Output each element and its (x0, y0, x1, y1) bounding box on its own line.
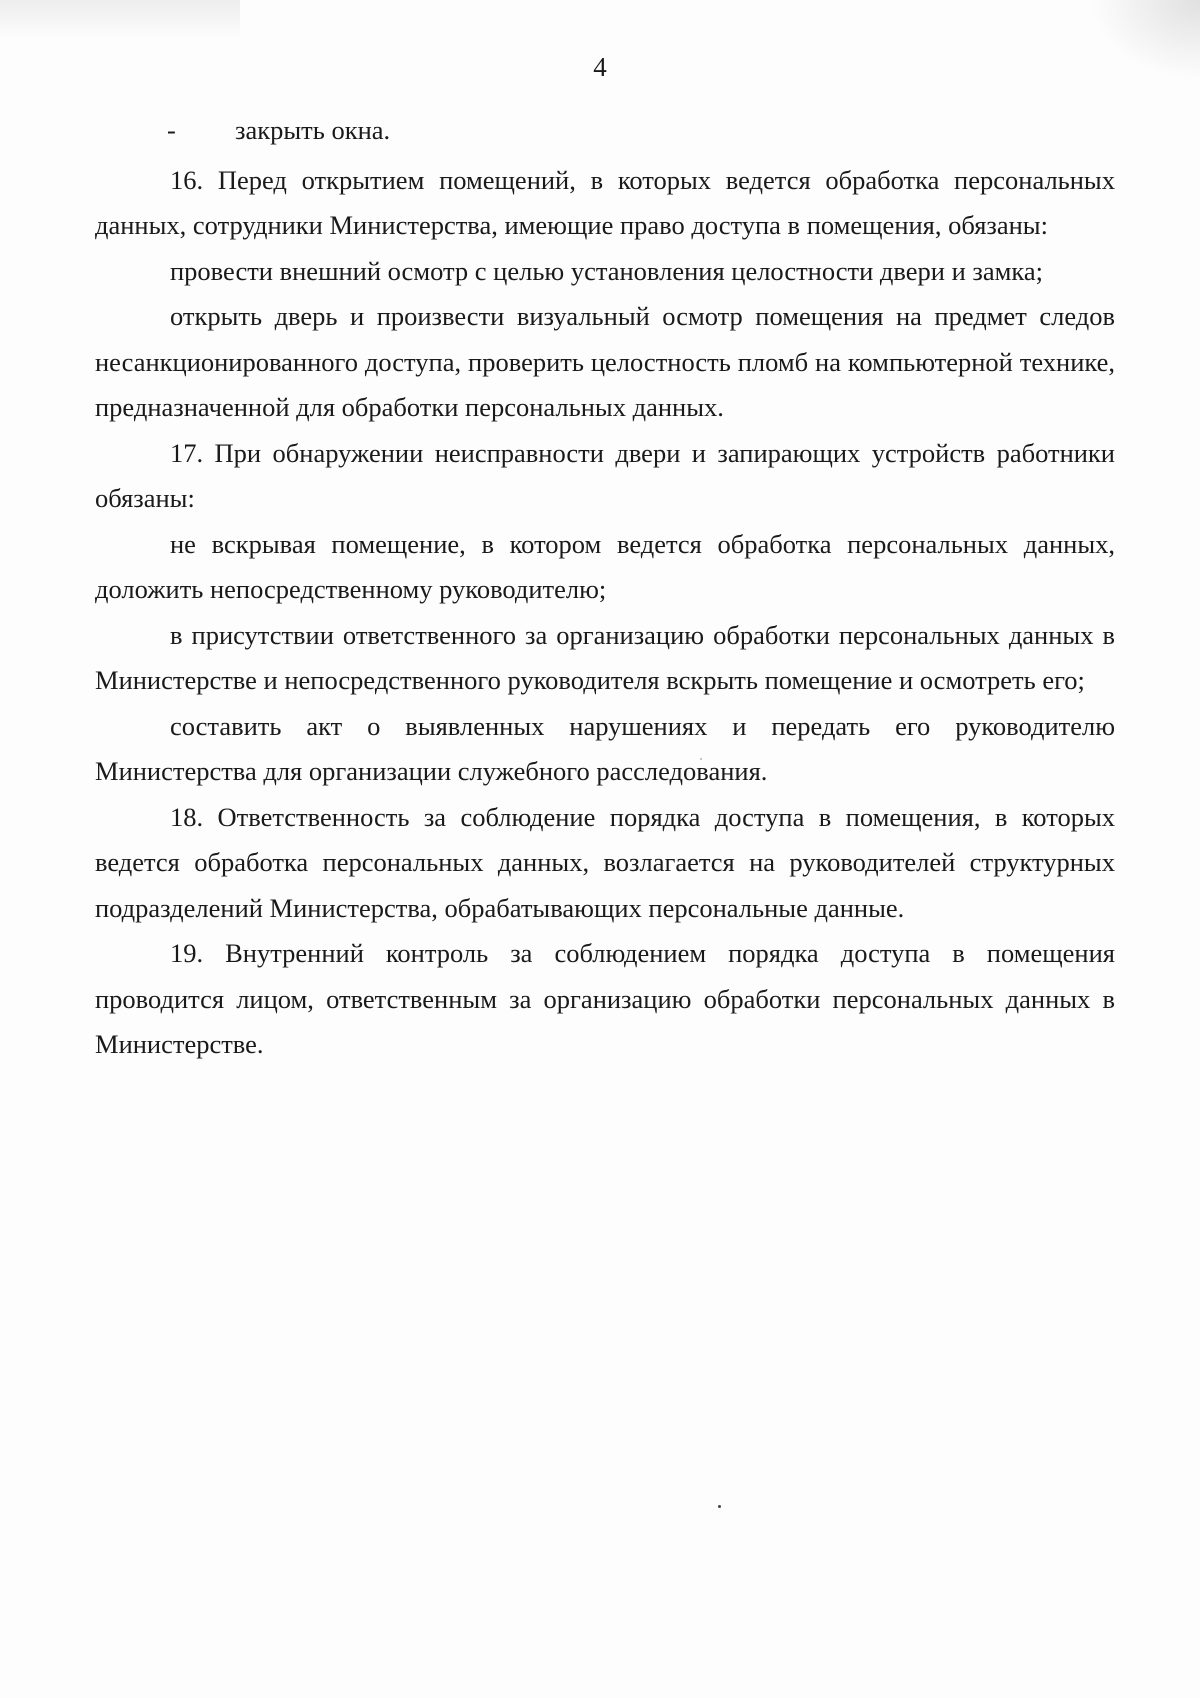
paragraph-16-step-1: провести внешний осмотр с целью установления целостности двери и замка; (170, 255, 1043, 286)
list-dash: - (167, 115, 176, 145)
scan-artifact (0, 0, 240, 40)
list-item (95, 108, 1115, 154)
paragraph-16-step-2: открыть дверь и произвести визуальный осмотр помещения на предмет следов несанкционированного доступа, проверить целостность пломб на компьютерной технике, предназначенной для обработки персональных данных. (95, 301, 1115, 422)
paragraph-18: 18. Ответственность за соблюдение порядка доступа в помещения, в которых ведется обработка персональных данных, возлагается на руководителей структурных подразделений Министерства, обрабатывающих персональные данные. (95, 801, 1115, 923)
paragraph-17-step-3: составить акт о выявленных нарушениях и передать его руководителю Министерства для организации служебного расследования. (95, 710, 1115, 786)
paragraph-17-step-1: не вскрывая помещение, в котором ведется обработка персональных данных, доложить непосредственному руководителю; (95, 528, 1115, 604)
paragraph-19: 19. Внутренний контроль за соблюдением порядка доступа в помещения проводится лицом, ответственным за организацию обработки персональных данных в Министерстве. (95, 938, 1115, 1059)
list-item-text: закрыть окна. (235, 115, 391, 145)
page-number: 4 (593, 52, 607, 82)
scan-speck (700, 758, 702, 760)
scan-speck (718, 1505, 721, 1508)
paragraph-17: 17. При обнаружении неисправности двери и запирающих устройств работники обязаны: (95, 437, 1115, 513)
document-body (95, 108, 1115, 1068)
paragraph-16: 16. Перед открытием помещений, в которых ведется обработка персональных данных, сотрудники Министерства, имеющие право доступа в помещения, обязаны: (95, 164, 1115, 240)
paragraph-17-step-2: в присутствии ответственного за организацию обработки персональных данных в Министерстве и непосредственного руководителя вскрыть помещение и осмотреть его; (95, 619, 1115, 695)
